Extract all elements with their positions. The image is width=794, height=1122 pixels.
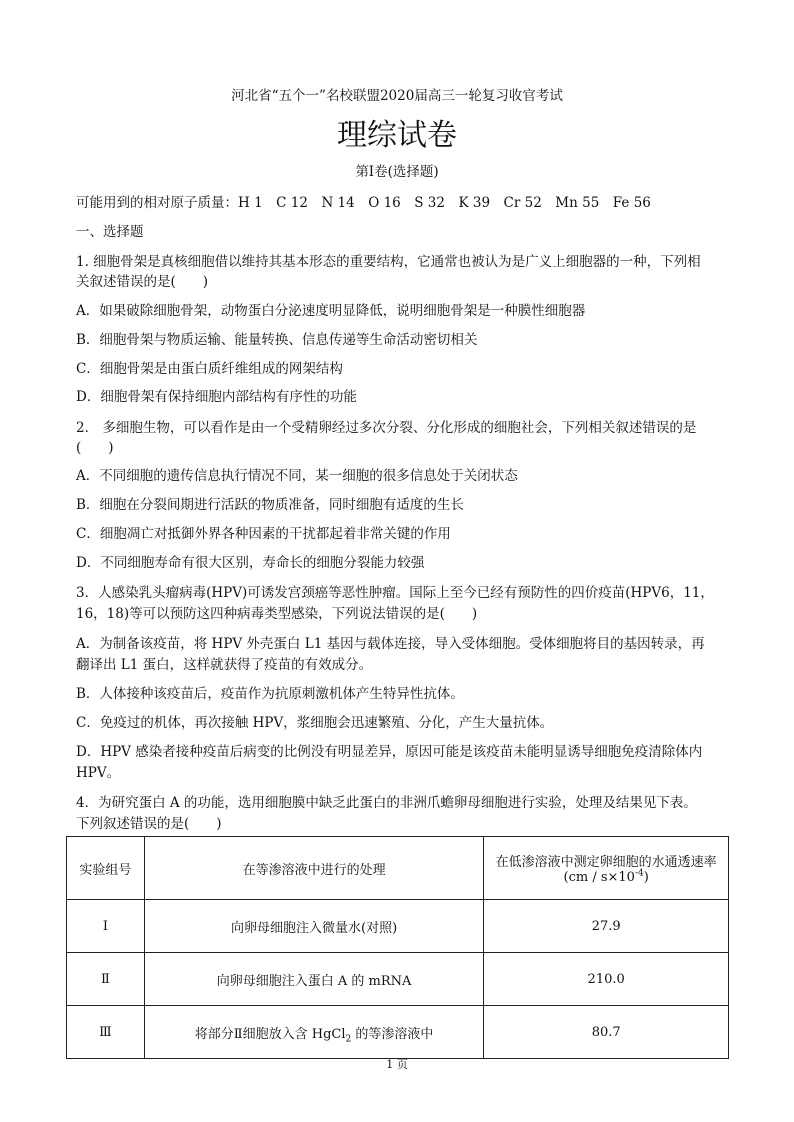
q3-option-b: B．人体接种该疫苗后，疫苗作为抗原刺激机体产生特异性抗体。 — [76, 686, 464, 702]
exam-header: 河北省“五个一”名校联盟2020届高三一轮复习收官考试 — [231, 88, 563, 104]
q3-option-c: C．免疫过的机体，再次接触 HPV，浆细胞会迅速繁殖、分化，产生大量抗体。 — [76, 715, 554, 731]
treatment-cell: 向卵母细胞注入微量水(对照) — [144, 900, 483, 953]
q3-stem: 3．人感染乳头瘤病毒(HPV)可诱发宫颈癌等恶性肿瘤。国际上至今已经有预防性的四价疫苗(HPV6，11， — [76, 585, 714, 601]
group-id: Ⅱ — [67, 953, 145, 1006]
q4-stem-cont: 下列叙述错误的是( ) — [76, 816, 222, 832]
section-heading: 一、选择题 — [76, 224, 144, 240]
q4-stem: 4．为研究蛋白 A 的功能，选用细胞膜中缺乏此蛋白的非洲爪蟾卵母细胞进行实验，处理及结果见下表。 — [76, 795, 697, 811]
treatment-cell: 向卵母细胞注入蛋白 A 的 mRNA — [144, 953, 483, 1006]
q2-option-c: C．细胞凋亡对抵御外界各种因素的干扰都起着非常关键的作用 — [76, 526, 451, 542]
table-row — [67, 1006, 729, 1059]
rate-unit-exponent: -4 — [634, 868, 644, 879]
experiment-table — [66, 836, 729, 1059]
treatment-text: 将部分Ⅱ细胞放入含 HgCl — [194, 1026, 346, 1042]
rate-cell: 27.9 — [484, 900, 729, 953]
q2-option-b: B．细胞在分裂间期进行活跃的物质准备，同时细胞有适度的生长 — [76, 497, 464, 513]
group-id: Ⅲ — [67, 1006, 145, 1059]
q1-option-c: C．细胞骨架是由蛋白质纤维组成的网架结构 — [76, 361, 343, 377]
q1-option-d: D．细胞骨架有保持细胞内部结构有序性的功能 — [76, 389, 357, 405]
table-header-row — [67, 837, 729, 900]
q3-option-a: A．为制备该疫苗，将 HPV 外壳蛋白 L1 基因与载体连接，导入受体细胞。受体细胞将目的基因转录，再 — [76, 636, 705, 652]
treatment-subscript: 2 — [345, 1034, 352, 1045]
q3-stem-cont: 16，18)等可以预防这四种病毒类型感染，下列说法错误的是( ) — [76, 606, 478, 622]
q1-stem-cont: 关叙述错误的是( ) — [76, 274, 209, 290]
page-number: 1 页 — [386, 1058, 408, 1071]
treatment-text-end: 的等渗溶液中 — [351, 1026, 434, 1042]
q3-option-d-cont: HPV。 — [76, 765, 121, 781]
q2-option-d: D．不同细胞寿命有很大区别，寿命长的细胞分裂能力较强 — [76, 555, 425, 571]
table-header-treatment: 在等渗溶液中进行的处理 — [144, 837, 483, 900]
page-title: 理综试卷 — [337, 118, 457, 153]
rate-cell: 210.0 — [484, 953, 729, 1006]
table-row — [67, 953, 729, 1006]
q1-stem: 1. 细胞骨架是真核细胞借以维持其基本形态的重要结构，它通常也被认为是广义上细胞器的一种，下列相 — [76, 254, 701, 270]
treatment-cell — [144, 1006, 483, 1059]
q2-stem: 2． 多细胞生物，可以看作是由一个受精卵经过多次分裂、分化形成的细胞社会，下列相关叙述错误的是 — [76, 420, 697, 436]
rate-unit-close: ) — [643, 870, 649, 885]
group-id: Ⅰ — [67, 900, 145, 953]
q3-option-d: D．HPV 感染者接种疫苗后病变的比例没有明显差异，原因可能是该疫苗未能明显诱导细胞免疫清除体内 — [76, 744, 703, 760]
q1-option-a: A．如果破除细胞骨架，动物蛋白分泌速度明显降低，说明细胞骨架是一种膜性细胞器 — [76, 303, 586, 319]
q3-option-a-cont: 翻译出 L1 蛋白，这样就获得了疫苗的有效成分。 — [76, 657, 373, 673]
atomic-masses: 可能用到的相对原子质量：H 1 C 12 N 14 O 16 S 32 K 39 Cr 52 Mn 55 Fe 56 — [76, 195, 651, 211]
table-header-rate — [484, 837, 729, 900]
q1-option-b: B．细胞骨架与物质运输、能量转换、信息传递等生命活动密切相关 — [76, 332, 478, 348]
rate-header-unit — [484, 870, 728, 885]
table-row — [67, 900, 729, 953]
rate-unit-text: (cm / s×10 — [563, 870, 635, 885]
rate-cell: 80.7 — [484, 1006, 729, 1059]
section-subtitle: 第Ⅰ卷(选择题) — [355, 164, 439, 180]
rate-header-label: 在低渗溶液中测定卵细胞的水通透速率 — [495, 855, 717, 870]
table-header-group: 实验组号 — [67, 837, 145, 900]
q2-option-a: A．不同细胞的遗传信息执行情况不同，某一细胞的很多信息处于关闭状态 — [76, 468, 518, 484]
q2-stem-cont: ( ) — [76, 440, 114, 456]
